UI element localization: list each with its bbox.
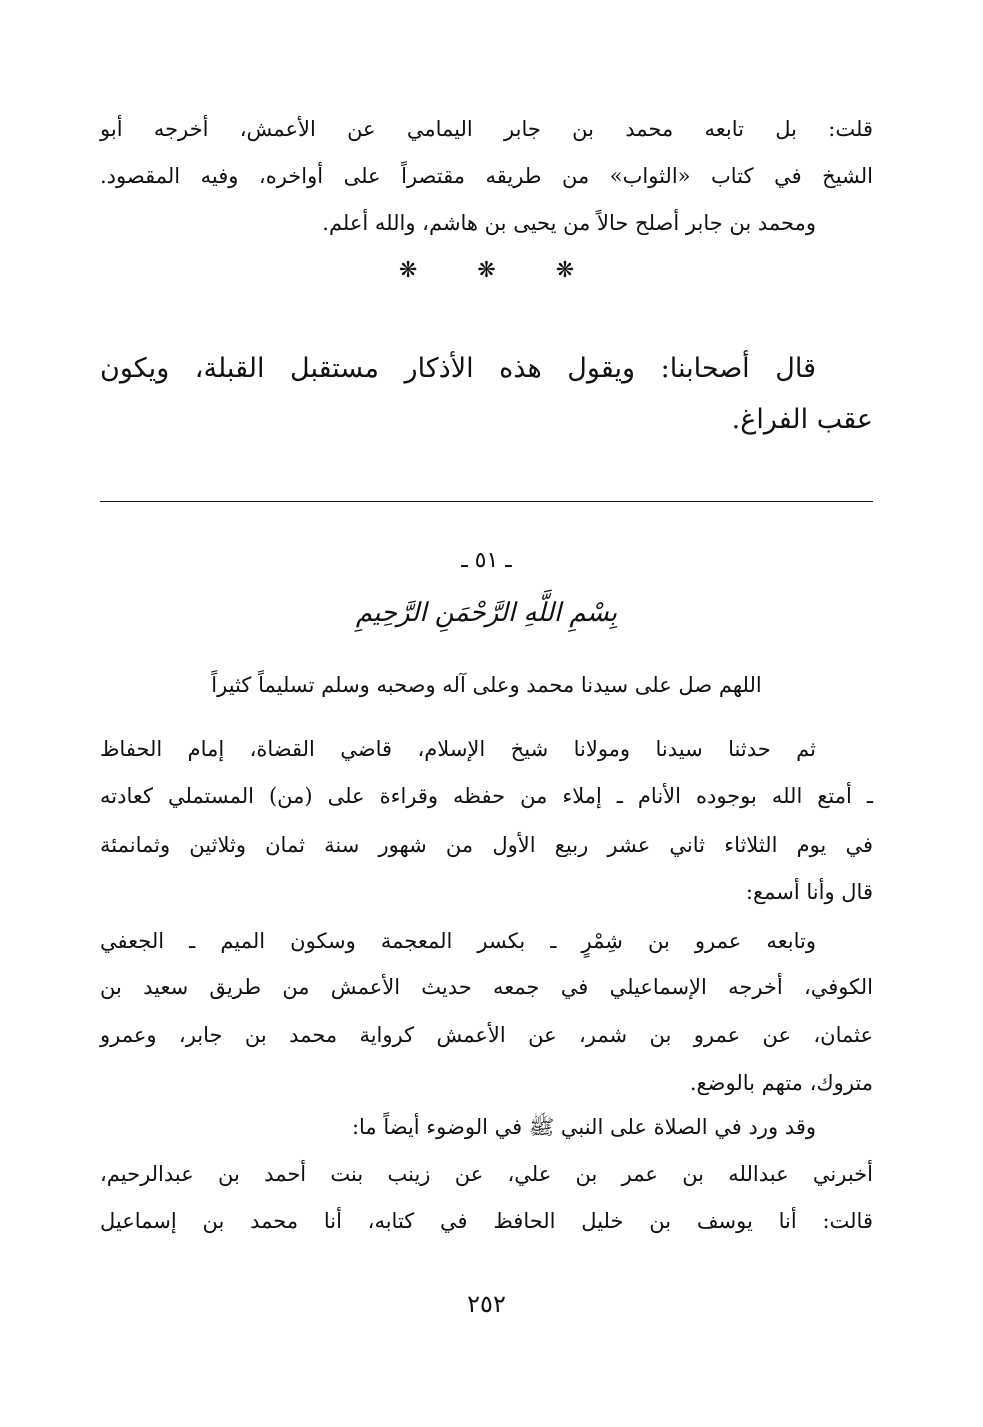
body-line-3: في يوم الثلاثاء ثاني عشر ربيع الأول من شهور سنة ثمان وثلاثين وثمانمئة bbox=[100, 833, 873, 857]
body-line-6: الكوفي، أخرجه الإسماعيلي في جمعه حديث الأعمش من طريق سعيد بن bbox=[100, 975, 873, 999]
body-line-5: وتابعه عمرو بن شِمْرٍ ـ بكسر المعجمة وسكون الميم ـ الجعفي bbox=[100, 929, 816, 953]
top-line-3: ومحمد بن جابر أصلح حالاً من يحيى بن هاشم، والله أعلم. bbox=[322, 211, 816, 235]
salutation: اللهم صل على سيدنا محمد وعلى آله وصحبه وسلم تسليماً كثيراً bbox=[211, 673, 762, 697]
star-separator bbox=[100, 258, 873, 288]
star-icon: ❋ bbox=[398, 258, 418, 283]
body-line-1: ثم حدثنا سيدنا ومولانا شيخ الإسلام، قاضي القضاة، إمام الحفاظ bbox=[100, 737, 816, 761]
star-icon: ❋ bbox=[555, 258, 575, 283]
body-line-8: متروك، متهم بالوضع. bbox=[689, 1071, 873, 1095]
basmala: بِسْمِ اللَّهِ الرَّحْمَنِ الرَّحِيمِ bbox=[355, 598, 618, 628]
body-line-11: قالت: أنا يوسف بن خليل الحافظ في كتابه، أنا محمد بن إسماعيل bbox=[100, 1209, 873, 1233]
star-icon: ❋ bbox=[477, 258, 496, 283]
section-number: ـ ٥١ ـ bbox=[461, 548, 512, 573]
big-line-2: عقب الفراغ. bbox=[731, 404, 873, 435]
big-line-1: قال أصحابنا: ويقول هذه الأذكار مستقبل القبلة، ويكون bbox=[100, 353, 816, 384]
top-line-2: الشيخ في كتاب «الثواب» من طريقه مقتصراً على أواخره، وفيه المقصود. bbox=[100, 164, 873, 188]
body-line-7: عثمان، عن عمرو بن شمر، عن الأعمش كرواية محمد بن جابر، وعمرو bbox=[100, 1023, 873, 1047]
horizontal-rule bbox=[100, 501, 873, 502]
body-line-9: وقد ورد في الصلاة على النبي ﷺ في الوضوء أيضاً ما: bbox=[351, 1115, 816, 1139]
body-line-2: ـ أمتع الله بوجوده الأنام ـ إملاء من حفظه وقراءة على (من) المستملي كعادته bbox=[100, 784, 873, 808]
top-line-1: قلت: بل تابعه محمد بن جابر اليمامي عن الأعمش، أخرجه أبو bbox=[100, 117, 873, 141]
page bbox=[100, 0, 873, 1427]
body-line-4: قال وأنا أسمع: bbox=[745, 880, 873, 904]
page-number: ٢٥٢ bbox=[467, 1290, 506, 1318]
body-line-10: أخبرني عبدالله بن عمر بن علي، عن زينب بنت أحمد بن عبدالرحيم، bbox=[100, 1162, 873, 1186]
